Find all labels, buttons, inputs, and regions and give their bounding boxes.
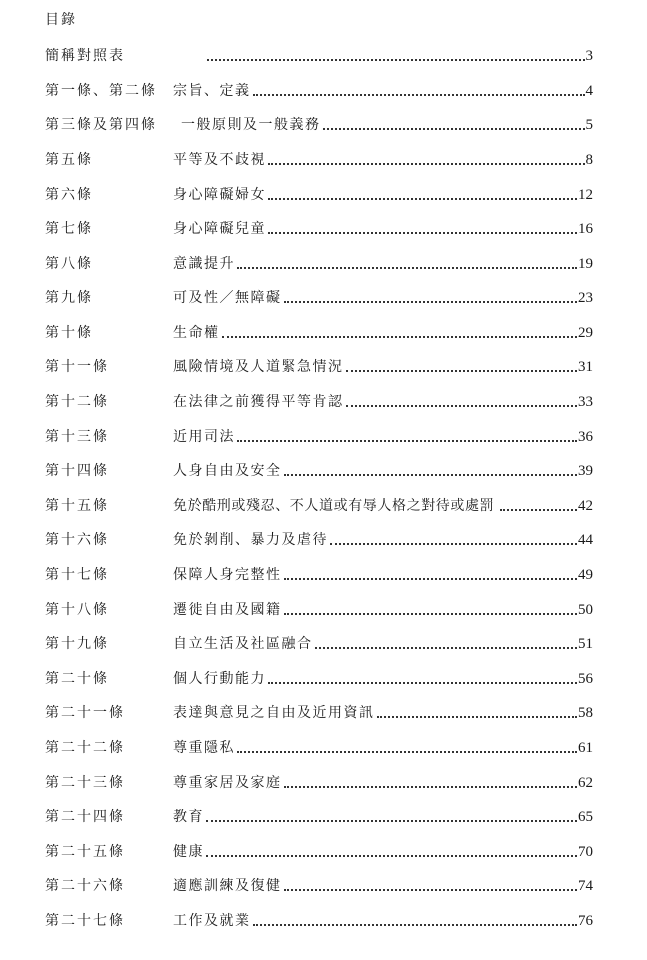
dot-leader	[346, 405, 578, 407]
toc-article-label: 第六條	[45, 187, 93, 203]
toc-article-label: 第二十七條	[45, 913, 125, 929]
dot-leader	[330, 543, 577, 545]
toc-article-label: 第九條	[45, 290, 93, 306]
toc-article-label: 第十五條	[45, 498, 109, 514]
dot-leader	[268, 682, 577, 684]
toc-entry[interactable]	[45, 218, 593, 238]
dot-leader	[284, 613, 578, 615]
toc-page-number: 19	[578, 256, 593, 272]
toc-subject: 意識提升	[173, 256, 235, 272]
dot-leader	[268, 198, 577, 200]
toc-entry[interactable]	[45, 184, 593, 204]
dot-leader	[253, 94, 585, 96]
toc-page-number: 56	[578, 671, 593, 687]
dot-leader	[346, 370, 578, 372]
toc-entry[interactable]	[45, 287, 593, 307]
toc-page-number: 58	[578, 705, 593, 721]
toc-page-number: 23	[578, 290, 593, 306]
dot-leader	[500, 509, 577, 511]
toc-entry[interactable]	[45, 356, 593, 376]
toc-subject: 個人行動能力	[173, 671, 266, 687]
dot-leader	[268, 163, 585, 165]
toc-entry-abbreviations[interactable]	[45, 45, 593, 65]
dot-leader	[323, 128, 585, 130]
dot-leader	[222, 336, 578, 338]
toc-entry[interactable]	[45, 841, 593, 861]
toc-article-label: 第七條	[45, 221, 93, 237]
toc-article-label: 第五條	[45, 152, 93, 168]
toc-subject: 生命權	[173, 325, 220, 341]
toc-article-label: 第一條、第二條	[45, 83, 157, 99]
dot-leader	[206, 855, 577, 857]
toc-article-label: 第十一條	[45, 359, 109, 375]
toc-page-number: 33	[578, 394, 593, 410]
toc-article-label: 第二十三條	[45, 775, 125, 791]
toc-page-number: 39	[578, 463, 593, 479]
dot-leader	[237, 267, 577, 269]
toc-article-label: 第十六條	[45, 532, 109, 548]
dot-leader	[206, 820, 577, 822]
toc-subject: 宗旨、定義	[173, 83, 251, 99]
toc-article-label: 第二十五條	[45, 844, 125, 860]
toc-entry[interactable]	[45, 564, 593, 584]
dot-leader	[284, 578, 578, 580]
toc-article-label: 第十三條	[45, 429, 109, 445]
toc-entry[interactable]	[45, 599, 593, 619]
toc-entry[interactable]	[45, 875, 593, 895]
toc-article-label: 第十七條	[45, 567, 109, 583]
toc-article-label: 第二十一條	[45, 705, 125, 721]
toc-entry[interactable]	[45, 460, 593, 480]
toc-subject: 遷徙自由及國籍	[173, 602, 282, 618]
toc-subject: 尊重隱私	[173, 740, 235, 756]
toc-subject: 平等及不歧視	[173, 152, 266, 168]
toc-subject: 健康	[173, 844, 204, 860]
toc-entry[interactable]	[45, 772, 593, 792]
toc-subject: 身心障礙兒童	[173, 221, 266, 237]
toc-entry[interactable]	[45, 806, 593, 826]
dot-leader	[268, 232, 577, 234]
toc-subject: 教育	[173, 809, 204, 825]
toc-page-number: 50	[578, 602, 593, 618]
toc-entry[interactable]	[45, 149, 593, 169]
toc-article-label: 第二十六條	[45, 878, 125, 894]
toc-article-label: 簡稱對照表	[45, 48, 125, 64]
toc-page-number: 61	[578, 740, 593, 756]
toc-page-number: 4	[585, 83, 593, 99]
toc-page-number: 51	[578, 636, 593, 652]
toc-subject: 身心障礙婦女	[173, 187, 266, 203]
dot-leader	[284, 889, 578, 891]
toc-page-number: 49	[578, 567, 593, 583]
toc-page-number: 3	[585, 48, 593, 64]
toc-page-number: 31	[578, 359, 593, 375]
toc-entry[interactable]	[45, 253, 593, 273]
toc-entry[interactable]	[45, 633, 593, 653]
toc-article-label: 第十二條	[45, 394, 109, 410]
dot-leader	[284, 301, 578, 303]
toc-subject: 在法律之前獲得平等肯認	[173, 394, 344, 410]
toc-entry[interactable]	[45, 668, 593, 688]
toc-subject: 一般原則及一般義務	[181, 117, 321, 133]
dot-leader	[315, 647, 578, 649]
toc-article-label: 第十八條	[45, 602, 109, 618]
toc-subject: 自立生活及社區融合	[173, 636, 313, 652]
dot-leader	[237, 751, 577, 753]
toc-page-number: 36	[578, 429, 593, 445]
toc-page-number: 65	[578, 809, 593, 825]
toc-subject: 保障人身完整性	[173, 567, 282, 583]
toc-subject: 風險情境及人道緊急情況	[173, 359, 344, 375]
toc-subject: 尊重家居及家庭	[173, 775, 282, 791]
toc-page-number: 70	[578, 844, 593, 860]
toc-entry[interactable]	[45, 702, 593, 722]
toc-page-number: 76	[578, 913, 593, 929]
toc-page-number: 16	[578, 221, 593, 237]
toc-title: 目錄	[45, 12, 77, 28]
toc-page-number: 62	[578, 775, 593, 791]
toc-subject: 工作及就業	[173, 913, 251, 929]
toc-entry[interactable]	[45, 426, 593, 446]
toc-entry[interactable]	[45, 495, 593, 515]
toc-page-number: 44	[578, 532, 593, 548]
toc-page-number: 12	[578, 187, 593, 203]
toc-entry[interactable]	[45, 114, 593, 134]
dot-leader	[284, 474, 578, 476]
toc-entry[interactable]	[45, 322, 593, 342]
toc-entry[interactable]	[45, 737, 593, 757]
toc-article-label: 第十條	[45, 325, 93, 341]
toc-subject: 人身自由及安全	[173, 463, 282, 479]
dot-leader	[284, 786, 578, 788]
toc-article-label: 第二十二條	[45, 740, 125, 756]
toc-page-number: 8	[585, 152, 593, 168]
toc-entry[interactable]	[45, 529, 593, 549]
toc-article-label: 第八條	[45, 256, 93, 272]
toc-entry[interactable]	[45, 910, 593, 930]
toc-subject: 免於剝削、暴力及虐待	[173, 532, 328, 548]
toc-entry[interactable]	[45, 80, 593, 100]
dot-leader	[377, 716, 578, 718]
toc-article-label: 第二十條	[45, 671, 109, 687]
toc-page-number: 5	[585, 117, 593, 133]
toc-page-number: 29	[578, 325, 593, 341]
toc-page-number: 74	[578, 878, 593, 894]
dot-leader	[207, 59, 585, 61]
toc-subject: 近用司法	[173, 429, 235, 445]
toc-article-label: 第十四條	[45, 463, 109, 479]
toc-entry[interactable]	[45, 391, 593, 411]
toc-article-label: 第十九條	[45, 636, 109, 652]
toc-subject: 適應訓練及復健	[173, 878, 282, 894]
toc-subject: 免於酷刑或殘忍、不人道或有辱人格之對待或處罰	[173, 498, 495, 514]
toc-subject: 可及性／無障礙	[173, 290, 282, 306]
toc-article-label: 第二十四條	[45, 809, 125, 825]
toc-article-label: 第三條及第四條	[45, 117, 157, 133]
toc-page-number: 42	[578, 498, 593, 514]
toc-subject: 表達與意見之自由及近用資訊	[173, 705, 375, 721]
dot-leader	[253, 924, 578, 926]
dot-leader	[237, 440, 577, 442]
